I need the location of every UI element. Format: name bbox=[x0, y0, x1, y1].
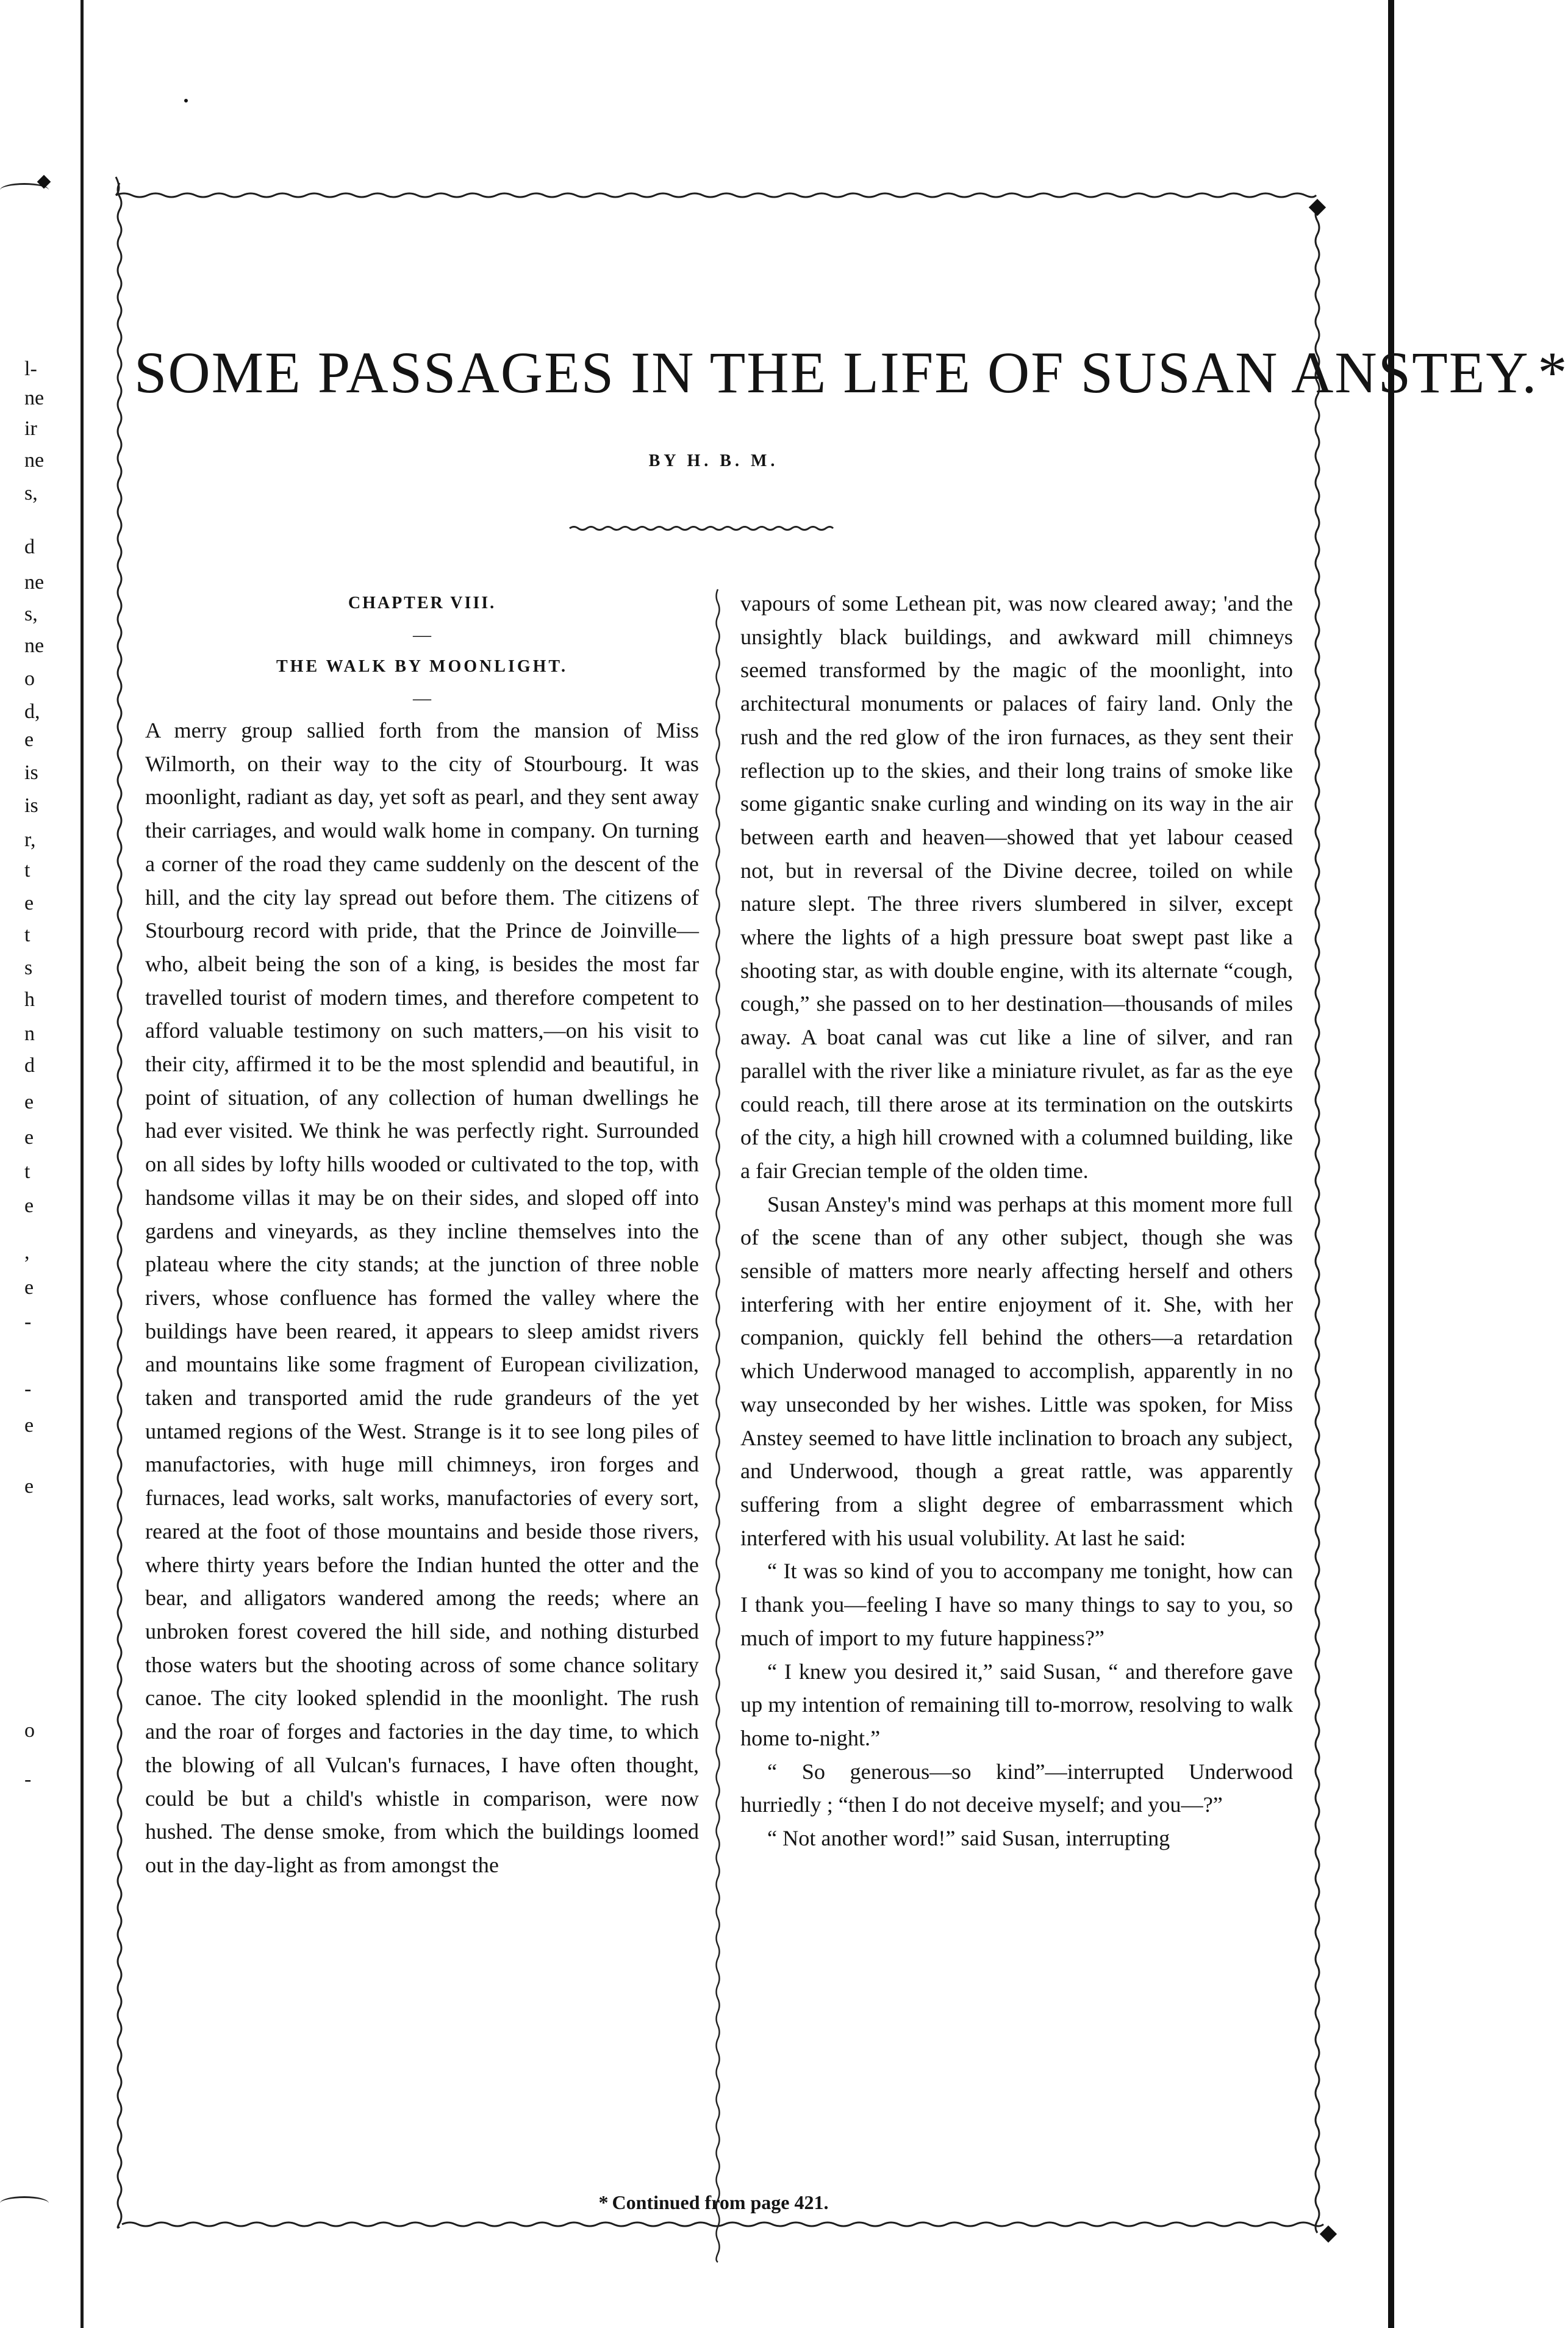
column-divider bbox=[709, 587, 727, 2265]
margin-fragment: s bbox=[24, 957, 33, 979]
ink-speck bbox=[184, 99, 188, 102]
margin-fragment: - bbox=[24, 1310, 32, 1333]
margin-fragment: e bbox=[24, 1091, 34, 1113]
continuation-footnote bbox=[134, 2191, 1293, 2214]
margin-fragment: s, bbox=[24, 482, 38, 505]
margin-fragment: d, bbox=[24, 700, 40, 723]
margin-fragment: ne bbox=[24, 634, 45, 657]
margin-flourish bbox=[0, 2196, 49, 2210]
margin-fragment: d bbox=[24, 536, 35, 558]
margin-fragment: ne bbox=[24, 387, 45, 409]
frame-corner-ornament bbox=[1320, 2226, 1337, 2243]
margin-fragment: ne bbox=[24, 571, 45, 594]
margin-fragment: s, bbox=[24, 603, 38, 625]
left-column bbox=[145, 587, 699, 1882]
chapter-dash: — bbox=[413, 625, 431, 645]
right-column bbox=[740, 587, 1293, 1855]
margin-fragment: n bbox=[24, 1022, 35, 1045]
margin-fragment: is bbox=[24, 794, 38, 817]
margin-fragment: e bbox=[24, 892, 34, 914]
margin-fragment: e bbox=[24, 1195, 34, 1217]
frame-top bbox=[116, 177, 1316, 197]
frame-left bbox=[118, 183, 121, 2228]
margin-fragment: t bbox=[24, 924, 30, 946]
frame-right bbox=[1316, 207, 1319, 2233]
margin-fragment: ne bbox=[24, 449, 45, 472]
title-footnote-mark: * bbox=[1538, 340, 1568, 405]
footnote-mark: * bbox=[598, 2191, 609, 2213]
margin-fragment: t bbox=[24, 1160, 30, 1183]
binding-rule bbox=[81, 0, 84, 2328]
body-paragraph: Susan Anstey's mind was perhaps at this moment more full of the scene than of any other subject, though she was sensible of matters more nearly affecting herself and others interfering with her entire enjoyment of it. She, with her companion, quickly fell behind the others—a retardation which Underwood managed to accomplish, apparently in no way unseconded by her wishes. Little was spoken, for Miss Anstey seemed to have little inclination to broach any subject, and Underwood, though a great rattle, was apparently suffering from a slight degree of embarrassment which interfered with his usual volubility. At last he said: bbox=[740, 1191, 1293, 1550]
margin-fragment: e bbox=[24, 1475, 34, 1498]
margin-fragment: e bbox=[24, 1414, 34, 1437]
body-paragraph: “ It was so kind of you to accompany me tonight, how can I thank you—feeling I have so many things to say to you, so much of import to my future happiness?” bbox=[740, 1559, 1293, 1650]
margin-fragment: r, bbox=[24, 828, 36, 851]
subtitle-dash: — bbox=[413, 688, 431, 708]
margin-fragment: o bbox=[24, 667, 35, 690]
byline-ornament-rule bbox=[567, 523, 836, 533]
body-paragraph: “ Not another word!” said Susan, interrupting bbox=[767, 1826, 1170, 1851]
margin-fragment: e bbox=[24, 1276, 34, 1299]
chapter-title: THE WALK BY MOONLIGHT. bbox=[276, 657, 568, 676]
body-paragraph: “ So generous—so kind”—interrupted Underwood hurriedly ; “then I do not deceive myself; and you—?” bbox=[740, 1759, 1293, 1817]
margin-fragment: t bbox=[24, 859, 30, 882]
body-paragraph: vapours of some Lethean pit, was now cleared away; 'and the unsightly black buildings, and awkward mill chimneys seemed transformed by the magic of the moonlight, into architectural monuments or palaces of fairy land. Only the rush and the red glow of the iron furnaces, as they sent their reflection up to the skies, and their long trains of smoke like some gigantic snake curling and winding on its way in the air between earth and heaven—showed that yet labour ceased not, but in reversal of the Divine decree, toiled on while nature slept. The three rivers slumbered in silver, except where the lights of a high pressure boat swept past like a shooting star, as with double engine, with its alternate “cough, cough,” she passed on to her destination—thousands of miles away. A boat canal was cut like a line of silver, and ran parallel with the river like a miniature rivulet, as far as the eye could reach, till there arose at its termination on the outskirts of the city, a high hill crowned with a columned building, like a fair Grecian temple of the olden time. bbox=[740, 591, 1293, 1183]
margin-fragment: is bbox=[24, 761, 38, 784]
byline: BY H. B. M. bbox=[648, 451, 779, 470]
footnote-text: Continued from page 421. bbox=[612, 2191, 829, 2213]
body-paragraph: “ I knew you desired it,” said Susan, “ and therefore gave up my intention of remaining till to-morrow, resolving to walk home to-night.” bbox=[740, 1659, 1293, 1750]
body-paragraph: A merry group sallied forth from the mansion of Miss Wilmorth, on their way to the city of Stourbourg. It was moonlight, radiant as day, yet soft as pearl, and they sent away their carriages, and would walk home in company. On turning a corner of the road they came suddenly on the descent of the hill, and the city lay spread out before them. The citizens of Stourbourg record with pride, that the Prince de Joinville—who, albeit being the son of a king, is besides the most far travelled tourist of modern times, and therefore competent to afford valuable testimony on such matters,—on his visit to their city, affirmed it to be the most splendid and beautiful, in point of situation, of any collection of human dwellings he had ever visited. We think he was perfectly right. Surrounded on all sides by lofty hills wooded or cultivated to the top, with handsome villas it may be on their sides, and sloped off into gardens and vineyards, as they incline themselves into the plateau where the city stands; at the junction of three noble rivers, whose confluence has formed the valley where the buildings have been reared, it appears to sleep amidst rivers and mountains like some fragment of European civilization, taken and transported amid the rude grandeurs of the yet untamed regions of the West. Strange is it to see long piles of manufactories, with huge mill chimneys, iron forges and furnaces, lead works, salt works, manufactories of every sort, reared at the foot of those mountains and beside those rivers, where thirty years before the Indian hunted the otter and the bear, and alligators wandered among the reeds; where an unbroken forest covered the hill side, and nothing disturbed those waters but the shooting across of some chance solitary canoe. The city looked splendid in the moonlight. The rush and the roar of forges and factories in the day time, to which the blowing of all Vulcan's furnaces, I have often thought, could be but a child's whistle in comparison, were now hushed. The dense smoke, from which the buildings loomed out in the day-light as from amongst the bbox=[145, 718, 699, 1877]
margin-fragment: h bbox=[24, 988, 35, 1011]
margin-fragment: e bbox=[24, 1126, 34, 1149]
margin-fragment: - bbox=[24, 1378, 32, 1400]
article-title: SOME PASSAGES IN THE LIFE OF SUSAN ANSTEY.* bbox=[134, 340, 1568, 405]
margin-fragment: , bbox=[24, 1241, 30, 1263]
margin-fragment: ir bbox=[24, 417, 37, 440]
margin-fragment: d bbox=[24, 1054, 35, 1077]
margin-fragment: e bbox=[24, 728, 34, 751]
chapter-label: CHAPTER VIII. bbox=[348, 594, 496, 613]
margin-fragment: l- bbox=[24, 357, 37, 380]
margin-fragment: o bbox=[24, 1719, 35, 1742]
margin-fragment: - bbox=[24, 1768, 32, 1791]
previous-page-margin bbox=[0, 0, 81, 2328]
frame-corner-ornament bbox=[1309, 199, 1326, 216]
